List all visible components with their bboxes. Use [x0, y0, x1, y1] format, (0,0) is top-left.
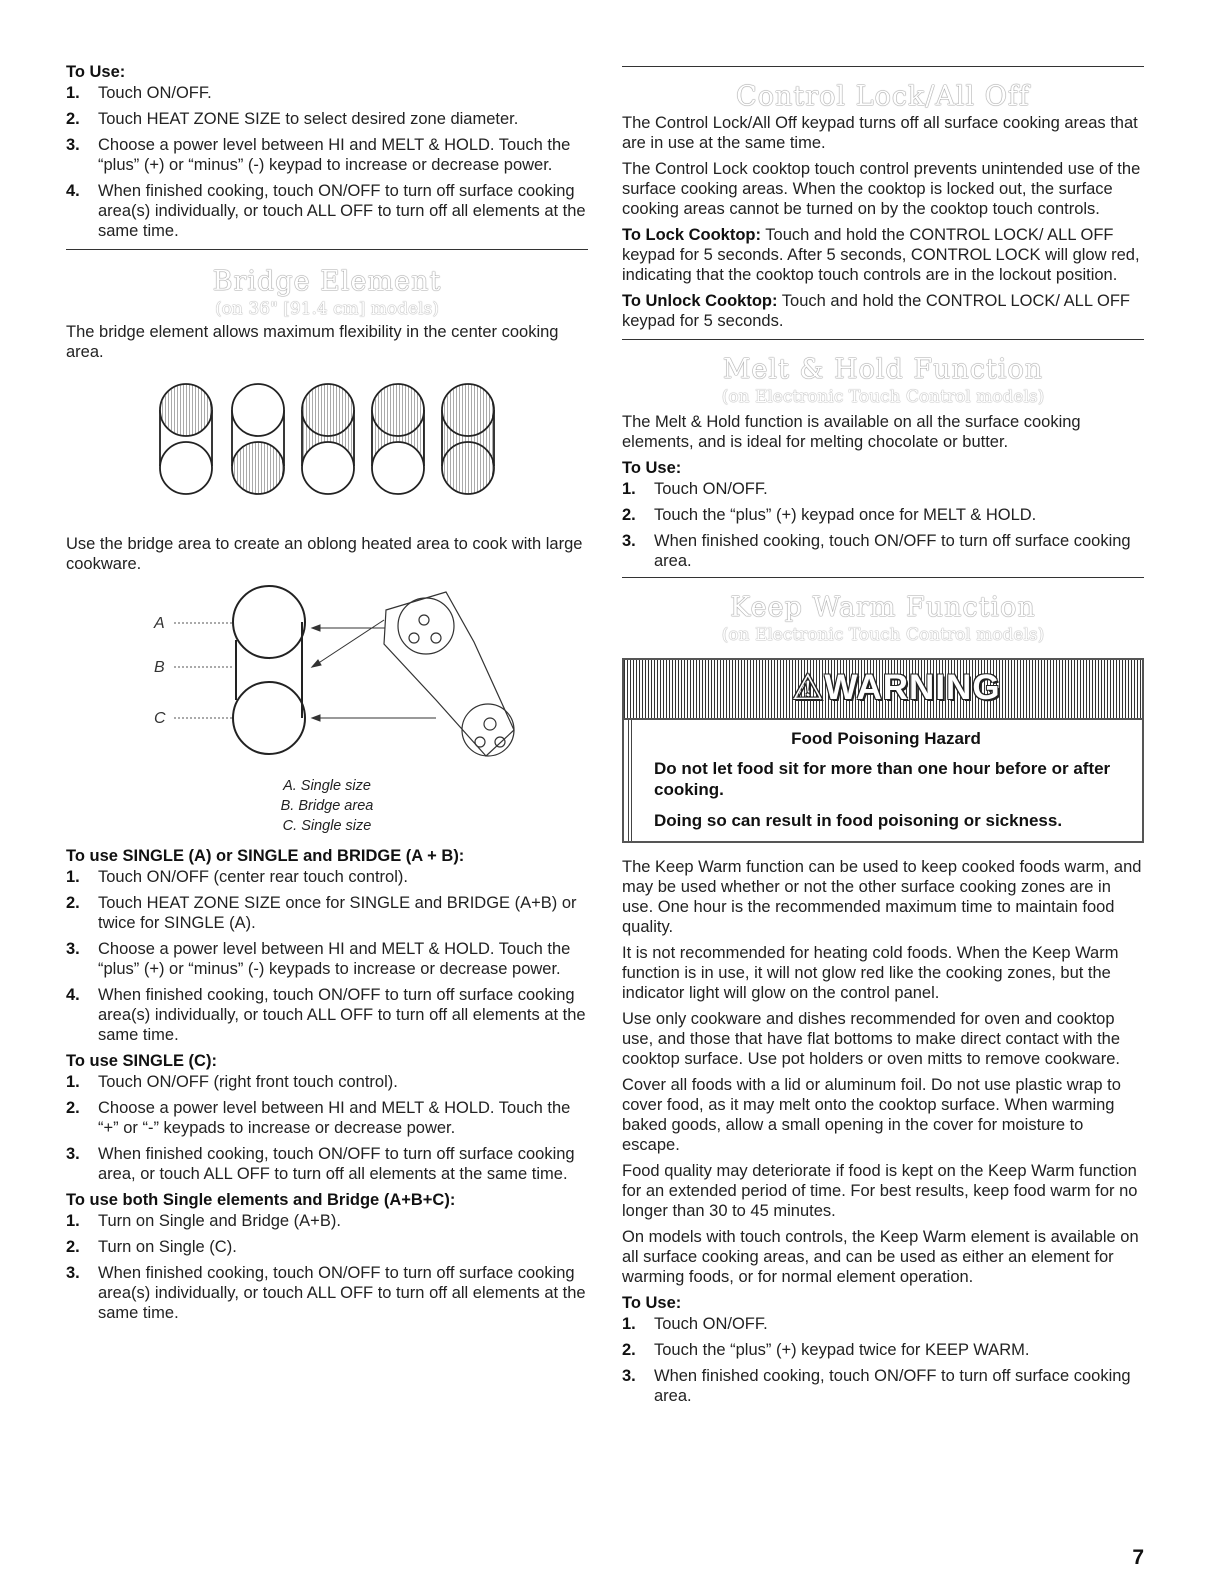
caption-c: C. Single size — [282, 818, 372, 834]
both-steps — [66, 1211, 588, 1323]
list-item: 1. Touch ON/OFF (right front touch control). — [66, 1073, 398, 1091]
warning-line-1: Do not let food sit for more than one hour before or after cooking. — [654, 759, 1111, 799]
control-lock-title: Control Lock/All Off — [736, 81, 1030, 112]
list-item: 2. Touch the “plus” (+) keypad once for MELT & HOLD. — [622, 506, 1037, 524]
keep-warm-title: Keep Warm Function — [730, 592, 1036, 623]
bridge-element-illustration — [66, 370, 588, 530]
lock-cooktop-label: To Lock Cooktop: — [622, 226, 762, 244]
list-item: 3. Choose a power level between HI and MELT & HOLD. Touch the “plus” (+) or “minus” (-) keypad to increase or decrease power. — [66, 136, 571, 174]
unlock-cooktop-label: To Unlock Cooktop: — [622, 292, 778, 310]
keep-warm-p6: On models with touch controls, the Keep Warm element is available on all surface cooking areas, and can be used as either an element for warming foods, or for normal element operation. — [622, 1228, 1139, 1286]
control-lock-p1: The Control Lock/All Off keypad turns off all surface cooking areas that are in use at the same time. — [622, 114, 1138, 152]
list-item: 1. Touch ON/OFF (center rear touch control). — [66, 868, 408, 886]
warning-banner — [624, 660, 1142, 720]
melt-hold-to-use-heading: To Use: — [622, 459, 682, 477]
left-column — [66, 62, 588, 1329]
list-item: 2. Touch the “plus” (+) keypad twice for KEEP WARM. — [622, 1341, 1030, 1359]
keep-warm-subtitle: (on Electronic Touch Control models) — [721, 625, 1045, 645]
caption-b: B. Bridge area — [280, 798, 374, 814]
lock-cooktop-text: To Lock Cooktop: Touch and hold the CONTROL LOCK/ ALL OFF keypad for 5 seconds. After 5 seconds, CONTROL LOCK will glow red, indicating that the cooktop touch controls are in the lockout position. — [622, 226, 1140, 284]
list-item: 2. Touch HEAT ZONE SIZE to select desired zone diameter. — [66, 110, 519, 128]
list-item: 2. Choose a power level between HI and MELT & HOLD. Touch the “+” or “-” keypads to increase or decrease power. — [66, 1099, 571, 1137]
melt-hold-p1: The Melt & Hold function is available on all the surface cooking elements, and is ideal for melting chocolate or butter. — [622, 413, 1081, 451]
melt-hold-title: Melt & Hold Function — [722, 354, 1044, 385]
right-column — [622, 66, 1144, 1412]
keep-warm-p4: Cover all foods with a lid or aluminum foil. Do not use plastic wrap to cover food, as it may melt onto the cooktop surface. When warming baked goods, allow a small opening in the cover for moisture to escape. — [622, 1076, 1121, 1154]
control-lock-p2: The Control Lock cooktop touch control prevents unintended use of the surface cooking areas. When the cooktop is locked out, the surface cooking areas cannot be turned on by the cooktop touch controls. — [622, 160, 1141, 218]
page-number: 7 — [1132, 1546, 1144, 1569]
warning-body — [624, 720, 1142, 841]
warning-hazard: Food Poisoning Hazard — [791, 729, 981, 748]
list-item: 2. Touch HEAT ZONE SIZE once for SINGLE and BRIDGE (A+B) or twice for SINGLE (A). — [66, 894, 577, 932]
warning-line-2: Doing so can result in food poisoning or sickness. — [654, 811, 1063, 830]
list-item: 3. Choose a power level between HI and MELT & HOLD. Touch the “plus” (+) or “minus” (-) keypads to increase or decrease power. — [66, 940, 571, 978]
list-item: 1. Touch ON/OFF. — [66, 84, 212, 102]
bridge-subtitle: (on 36" [91.4 cm] models) — [215, 299, 439, 319]
list-item: 3. When finished cooking, touch ON/OFF to turn off surface cooking area, or touch ALL OFF to turn off all elements at the same time. — [66, 1145, 575, 1183]
single-bridge-steps — [66, 867, 588, 1045]
both-heading: To use both Single elements and Bridge (A+B+C): — [66, 1191, 456, 1209]
melt-hold-subtitle: (on Electronic Touch Control models) — [721, 387, 1045, 407]
single-bridge-heading: To use SINGLE (A) or SINGLE and BRIDGE (A + B): — [66, 847, 465, 865]
list-item: 3. When finished cooking, touch ON/OFF to turn off surface cooking area. — [622, 1367, 1131, 1405]
keep-warm-p3: Use only cookware and dishes recommended for oven and cooktop use, and those that have flat bottoms to make direct contact with the cooktop surface. Use pot holders or oven mitts to remove cookware. — [622, 1010, 1121, 1068]
divider — [622, 577, 1144, 578]
bridge-title: Bridge Element — [212, 266, 442, 297]
bridge-use-text: Use the bridge area to create an oblong heated area to cook with large cookware. — [66, 535, 583, 573]
unlock-cooktop-text: To Unlock Cooktop: Touch and hold the CONTROL LOCK/ ALL OFF keypad for 5 seconds. — [622, 292, 1130, 330]
divider — [66, 249, 588, 250]
to-use-steps — [66, 83, 588, 241]
list-item: 4. When finished cooking, touch ON/OFF to turn off surface cooking area(s) individually, or touch ALL OFF to turn off all elements at the same time. — [66, 986, 586, 1044]
list-item: 1. Turn on Single and Bridge (A+B). — [66, 1212, 341, 1230]
warning-label: ⚠WARNING — [792, 668, 1001, 707]
keep-warm-p1: The Keep Warm function can be used to keep cooked foods warm, and may be used whether or not the other surface cooking zones are in use. One hour is the recommended maximum time to maintain food quality. — [622, 858, 1142, 936]
single-c-steps — [66, 1072, 588, 1184]
label-c: C — [154, 710, 166, 727]
warning-box — [622, 658, 1144, 843]
keep-warm-steps — [622, 1314, 1144, 1406]
caption-a: A. Single size — [283, 778, 371, 794]
divider — [622, 66, 1144, 67]
list-item: 3. When finished cooking, touch ON/OFF to turn off surface cooking area(s) individually, or touch ALL OFF to turn off all elements at the same time. — [66, 1264, 586, 1322]
keep-warm-to-use-heading: To Use: — [622, 1294, 682, 1312]
list-item: 3. When finished cooking, touch ON/OFF to turn off surface cooking area. — [622, 532, 1131, 570]
to-use-heading: To Use: — [66, 63, 126, 81]
bridge-diagram — [66, 580, 588, 770]
warning-triangle-icon: ⚠ — [792, 668, 825, 707]
bridge-intro: The bridge element allows maximum flexibility in the center cooking area. — [66, 323, 559, 361]
melt-hold-steps — [622, 479, 1144, 571]
list-item: 4. When finished cooking, touch ON/OFF to turn off surface cooking area(s) individually, or touch ALL OFF to turn off all elements at the same time. — [66, 182, 586, 240]
list-item: 2. Turn on Single (C). — [66, 1238, 237, 1256]
list-item: 1. Touch ON/OFF. — [622, 1315, 768, 1333]
label-b: B — [154, 659, 165, 676]
list-item: 1. Touch ON/OFF. — [622, 480, 768, 498]
keep-warm-p5: Food quality may deteriorate if food is kept on the Keep Warm function for an extended period of time. For best results, keep food warm for no longer than 30 to 45 minutes. — [622, 1162, 1138, 1220]
keep-warm-p2: It is not recommended for heating cold foods. When the Keep Warm function is in use, it will not glow red like the cooking zones, but the indicator light will glow on the control panel. — [622, 944, 1119, 1002]
label-a: A — [154, 615, 165, 632]
divider — [622, 339, 1144, 340]
single-c-heading: To use SINGLE (C): — [66, 1052, 217, 1070]
